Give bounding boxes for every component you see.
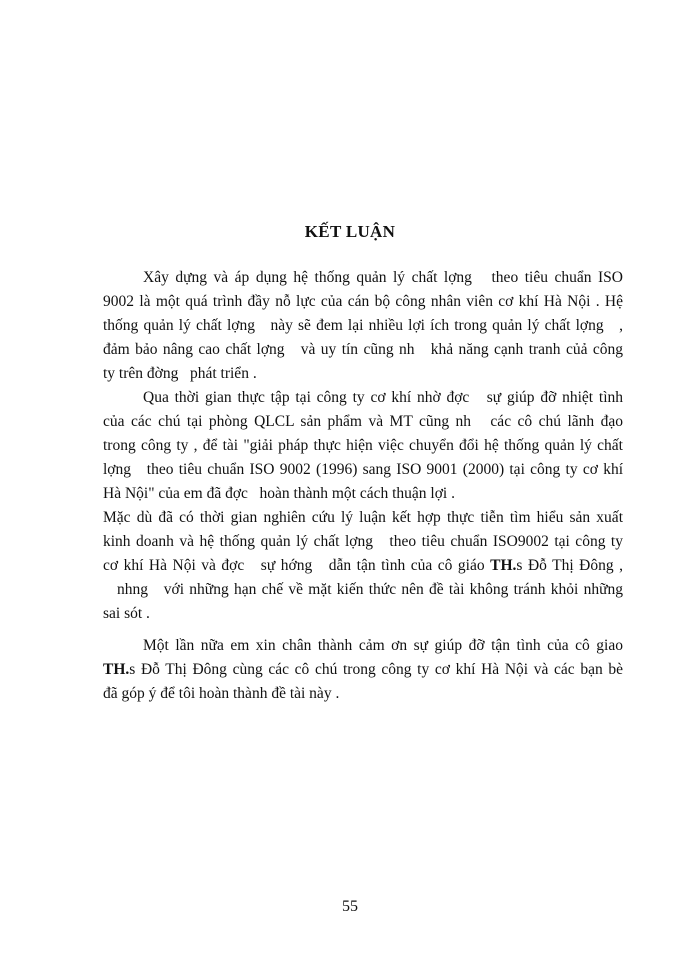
paragraph-gap [103,626,623,634]
paragraph-2 [103,386,623,506]
text-line: của các chú tại phòng QLCL sản phẩm và MT cũng nh các cô chú lãnh đạo [103,413,623,430]
text-line-with-name [103,658,623,682]
text-line: Mặc dù đã có thời gian nghiên cứu lý luận kết hợp thực tiễn tìm hiểu sản xuất [103,509,623,526]
text-run: cơ khí Hà Nội và đợc sự hớng dẫn tận tình của cô giáo [103,557,491,574]
text-line: lợng theo tiêu chuẩn ISO 9002 (1996) sang ISO 9001 (2000) tại công ty cơ khí [103,461,623,478]
text-line: trong công ty , để tài "giải pháp thực hiện việc chuyển đổi hệ thống quản lý chất [103,437,623,454]
text-run: s Đỗ Thị Đông , [516,557,623,574]
text-line: Qua thời gian thực tập tại công ty cơ khí nhờ đợc sự giúp đỡ nhiệt tình [143,389,623,406]
text-line: sai sót . [103,605,150,622]
paragraph-1 [103,266,623,386]
paragraph-3 [103,506,623,626]
text-run: s Đỗ Thị Đông cùng các cô chú trong công ty cơ khí Hà Nội và các bạn bè [129,661,623,678]
text-line: Hà Nội" của em đã đợc hoàn thành một cách thuận lợi . [103,485,455,502]
text-line: nhng với những hạn chế về mặt kiến thức nên đề tài không tránh khỏi những [117,581,623,598]
page-title: KẾT LUẬN [304,222,396,241]
text-line: 9002 là một quá trình đầy nỗ lực của cán bộ công nhân viên cơ khí Hà Nội . Hệ [103,293,623,310]
text-line: Xây dựng và áp dụng hệ thống quản lý chất lợng theo tiêu chuẩn ISO [143,269,623,286]
text-line-with-name [103,554,623,578]
page-number: 55 [342,898,358,915]
body-text [103,266,623,706]
text-line: kinh doanh và hệ thống quản lý chất lợng theo tiêu chuẩn ISO9002 tại công ty [103,533,623,550]
text-line: đảm bảo nâng cao chất lợng và uy tín cũng nh khả năng cạnh tranh củả công [103,341,623,358]
text-line: thống quản lý chất lợng này sẽ đem lại nhiều lợi ích trong quản lý chất lợng , [103,317,623,334]
teacher-title: TH. [490,557,517,574]
text-line: đã góp ý để tôi hoàn thành đề tài này . [103,685,340,702]
text-line: ty trên đờng phát triển . [103,365,257,382]
paragraph-4 [103,634,623,706]
teacher-title: TH. [103,661,130,678]
text-line: Một lần nữa em xin chân thành cảm ơn sự giúp đỡ tận tình của cô giao [143,637,623,654]
